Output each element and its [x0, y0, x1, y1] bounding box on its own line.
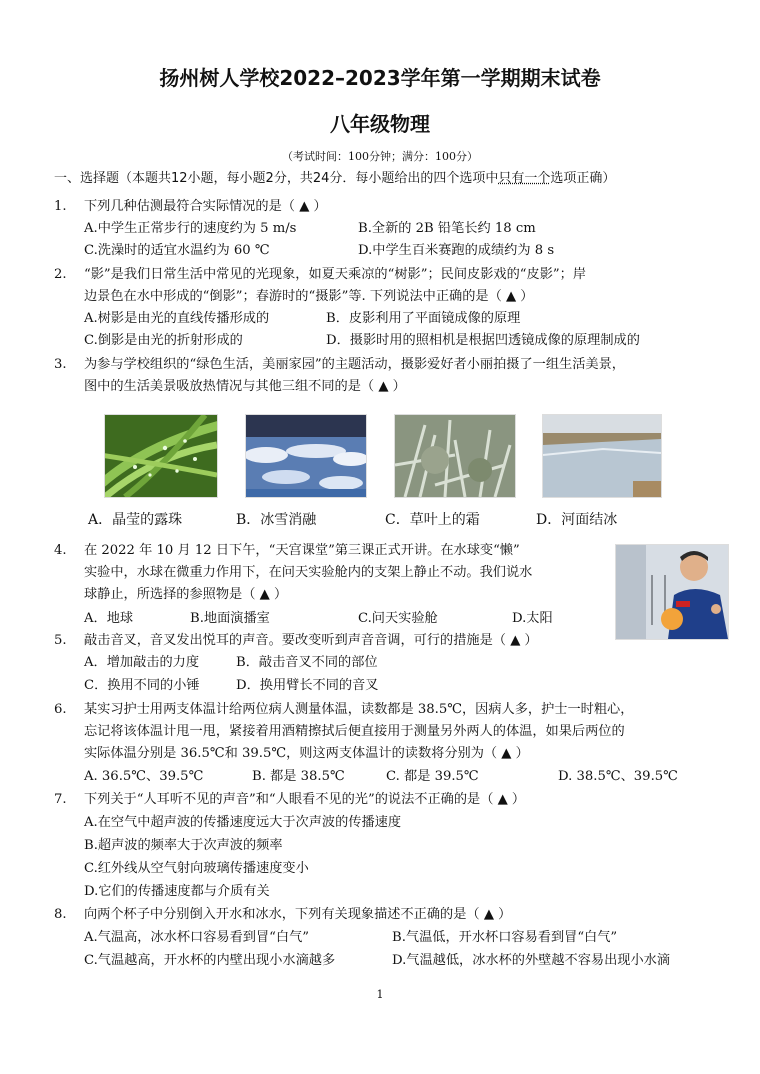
q5-option-a: A．增加敲击的力度	[84, 655, 200, 670]
q4-option-d: D.太阳	[512, 611, 553, 626]
section-heading-main: 一、选择题（本题共12小题，每小题2分，共24分．每小题给出的四个选项中	[54, 171, 499, 186]
q2-stem-line2: 边景色在水中形成的“倒影”；春游时的“摄影”等. 下列说法中正确的是（ ▲ ）	[84, 289, 534, 304]
q1-number: 1.	[54, 199, 67, 214]
q4-stem-line1: 在 2022 年 10 月 12 日下午，“天宫课堂”第三课正式开讲。在水球变“懒”	[84, 543, 520, 558]
q8-option-c: C.气温越高，开水杯的内壁出现小水滴越多	[84, 953, 336, 968]
frost-grass-illustration	[395, 415, 515, 497]
q7-stem: 下列关于“人耳听不见的声音”和“人眼看不见的光”的说法不正确的是（ ▲ ）	[84, 792, 526, 807]
q4-option-a: A．地球	[84, 611, 134, 626]
q3-number: 3.	[54, 357, 67, 372]
q6-option-d: D. 38.5℃、39.5℃	[558, 769, 678, 784]
q2-option-a: A.树影是由光的直线传播形成的	[84, 311, 270, 326]
q6-option-c: C. 都是 39.5℃	[386, 769, 479, 784]
exam-info: （考试时间：100分钟；满分：100分）	[282, 150, 478, 163]
q6-option-b: B. 都是 38.5℃	[252, 769, 345, 784]
q6-stem-line2: 忘记将该体温计甩一甩，紧接着用酒精擦拭后便直接用于测量另外两人的体温，如果后两位的	[84, 724, 625, 739]
q6-stem-line3: 实际体温分别是 36.5℃和 39.5℃，则这两支体温计的读数将分别为（ ▲ ）	[84, 746, 529, 761]
page-number: 1	[376, 988, 384, 1001]
section-heading-emphasis: 只有一个	[498, 171, 551, 186]
q5-number: 5.	[54, 633, 67, 648]
q6-stem-line1: 某实习护士用两支体温计给两位病人测量体温，读数都是 38.5℃，因病人多，护士一时粗心，	[84, 702, 634, 717]
q3-caption-b: B．冰雪消融	[236, 512, 317, 528]
q4-stem-line2: 实验中，水球在微重力作用下，在问天实验舱内的支架上静止不动。我们说水	[84, 565, 533, 580]
dew-grass-illustration	[105, 415, 217, 497]
q6-option-a: A. 36.5℃、39.5℃	[84, 769, 204, 784]
q7-option-d: D.它们的传播速度都与介质有关	[84, 884, 270, 899]
q5-option-c: C．换用不同的小锤	[84, 678, 200, 693]
frost-on-grass-photo	[394, 414, 516, 498]
q7-option-a: A.在空气中超声波的传播速度远大于次声波的传播速度	[84, 815, 402, 830]
section-heading	[54, 170, 615, 188]
q2-option-b: B．皮影利用了平面镜成像的原理	[326, 311, 521, 326]
q6-number: 6.	[54, 702, 67, 717]
astronaut-illustration	[616, 545, 728, 639]
q3-stem-line2: 图中的生活美景吸放热情况与其他三组不同的是（ ▲ ）	[84, 379, 406, 394]
q4-option-c: C.问天实验舱	[358, 611, 438, 626]
q7-option-b: B.超声波的频率大于次声波的频率	[84, 838, 283, 853]
q5-option-d: D．换用臂长不同的音叉	[236, 678, 379, 693]
q1-stem: 下列几种估测最符合实际情况的是（ ▲ ）	[84, 199, 327, 214]
exam-subtitle: 八年级物理	[330, 112, 430, 136]
frozen-river-illustration	[543, 415, 661, 497]
q5-option-b: B．敲击音叉不同的部位	[236, 655, 378, 670]
q2-option-d: D．摄影时用的照相机是根据凹透镜成像的原理制成的	[326, 333, 640, 348]
q1-option-b: B.全新的 2B 铅笔长约 18 cm	[358, 221, 536, 236]
q3-caption-c: C．草叶上的霜	[385, 512, 480, 528]
q1-option-c: C.洗澡时的适宜水温约为 60 ℃	[84, 243, 270, 258]
q7-option-c: C.红外线从空气射向玻璃传播速度变小	[84, 861, 309, 876]
melting-snow-photo	[245, 414, 367, 498]
river-freezing-photo	[542, 414, 662, 498]
q1-option-d: D.中学生百米赛跑的成绩约为 8 s	[358, 243, 555, 258]
q7-number: 7.	[54, 792, 67, 807]
snow-river-illustration	[246, 415, 366, 497]
q8-option-b: B.气温低，开水杯口容易看到冒“白气”	[392, 930, 618, 945]
q8-stem: 向两个杯子中分别倒入开水和冰水，下列有关现象描述不正确的是（ ▲ ）	[84, 907, 512, 922]
dew-drops-photo	[104, 414, 218, 498]
q8-option-d: D.气温越低，冰水杯的外壁越不容易出现小水滴	[392, 953, 671, 968]
q3-caption-a: A．晶莹的露珠	[88, 512, 183, 528]
q2-stem-line1: “影”是我们日常生活中常见的光现象，如夏天乘凉的“树影”；民间皮影戏的“皮影”；岸	[84, 267, 587, 282]
section-heading-end: 选项正确）	[550, 171, 616, 186]
q4-number: 4.	[54, 543, 67, 558]
q2-number: 2.	[54, 267, 67, 282]
q8-option-a: A.气温高，冰水杯口容易看到冒“白气”	[84, 930, 310, 945]
q3-caption-d: D．河面结冰	[536, 512, 618, 528]
astronaut-photo	[615, 544, 729, 640]
exam-title: 扬州树人学校2022–2023学年第一学期期末试卷	[159, 66, 601, 90]
q5-stem: 敲击音叉，音叉发出悦耳的声音。要改变听到声音音调，可行的措施是（ ▲ ）	[84, 633, 538, 648]
q2-option-c: C.倒影是由光的折射形成的	[84, 333, 243, 348]
q1-option-a: A.中学生正常步行的速度约为 5 m/s	[84, 221, 297, 236]
q8-number: 8.	[54, 907, 67, 922]
q4-option-b: B.地面演播室	[190, 611, 270, 626]
q3-stem-line1: 为参与学校组织的“绿色生活，美丽家园”的主题活动，摄影爱好者小丽拍摄了一组生活美景，	[84, 357, 625, 372]
q4-stem-line3: 球静止，所选择的参照物是（ ▲ ）	[84, 587, 288, 602]
